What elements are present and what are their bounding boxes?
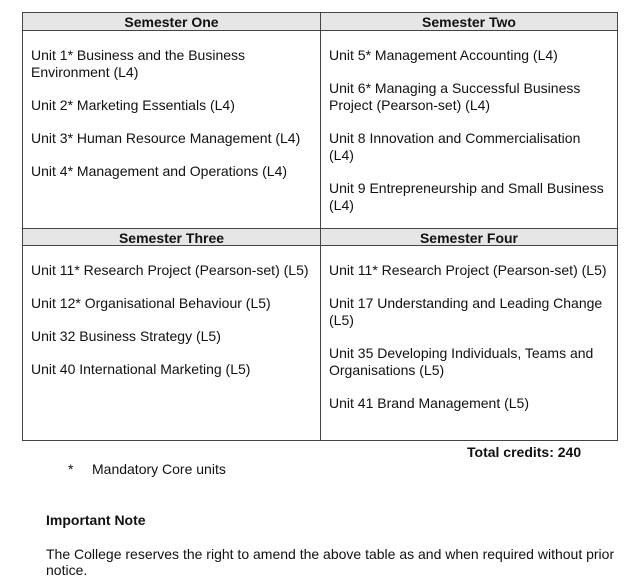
unit-item: Unit 11* Research Project (Pearson-set) (L5) [329,262,607,278]
semester-two-header: Semester Two [320,13,617,31]
semester-one-cell [23,31,320,228]
asterisk-icon: * [68,461,74,477]
unit-item: Unit 32 Business Strategy (L5) [31,328,221,344]
semester-two-cell [320,31,617,228]
table-header-row-1 [23,13,617,31]
unit-item: Unit 17 Understanding and Leading Change (L5) [329,295,603,328]
semester-three-cell [23,246,320,440]
semester-three-header: Semester Three [23,228,320,246]
unit-item: Unit 40 International Marketing (L5) [31,361,251,377]
unit-item: Unit 1* Business and the Business Environment (L4) [31,47,246,80]
unit-item: Unit 3* Human Resource Management (L4) [31,130,301,146]
important-note-title: Important Note [46,512,146,528]
unit-item: Unit 4* Management and Operations (L4) [31,163,288,179]
table-header-row-2 [23,228,617,246]
table-body-row-1 [23,31,617,228]
unit-item: Unit 12* Organisational Behaviour (L5) [31,295,271,311]
unit-item: Unit 11* Research Project (Pearson-set) (L5) [31,262,309,278]
unit-item: Unit 5* Management Accounting (L4) [329,47,558,63]
total-credits: Total credits: 240 [467,444,582,460]
semester-four-header: Semester Four [320,228,617,246]
unit-item: Unit 2* Marketing Essentials (L4) [31,97,235,113]
semester-four-cell [320,246,617,440]
unit-item: Unit 35 Developing Individuals, Teams and Organisations (L5) [329,345,594,378]
unit-item: Unit 9 Entrepreneurship and Small Business (L4) [329,180,604,213]
semester-one-header: Semester One [23,13,320,31]
important-note-text: The College reserves the right to amend the above table as and when required without prior notice. [46,546,615,578]
table-body-row-2 [23,246,617,440]
unit-item: Unit 6* Managing a Successful Business Project (Pearson-set) (L4) [329,80,581,113]
unit-item: Unit 8 Innovation and Commercialisation (L4) [329,130,581,163]
semester-table [22,12,618,441]
legend-text: Mandatory Core units [92,461,226,477]
unit-item: Unit 41 Brand Management (L5) [329,395,529,411]
legend [68,461,226,477]
